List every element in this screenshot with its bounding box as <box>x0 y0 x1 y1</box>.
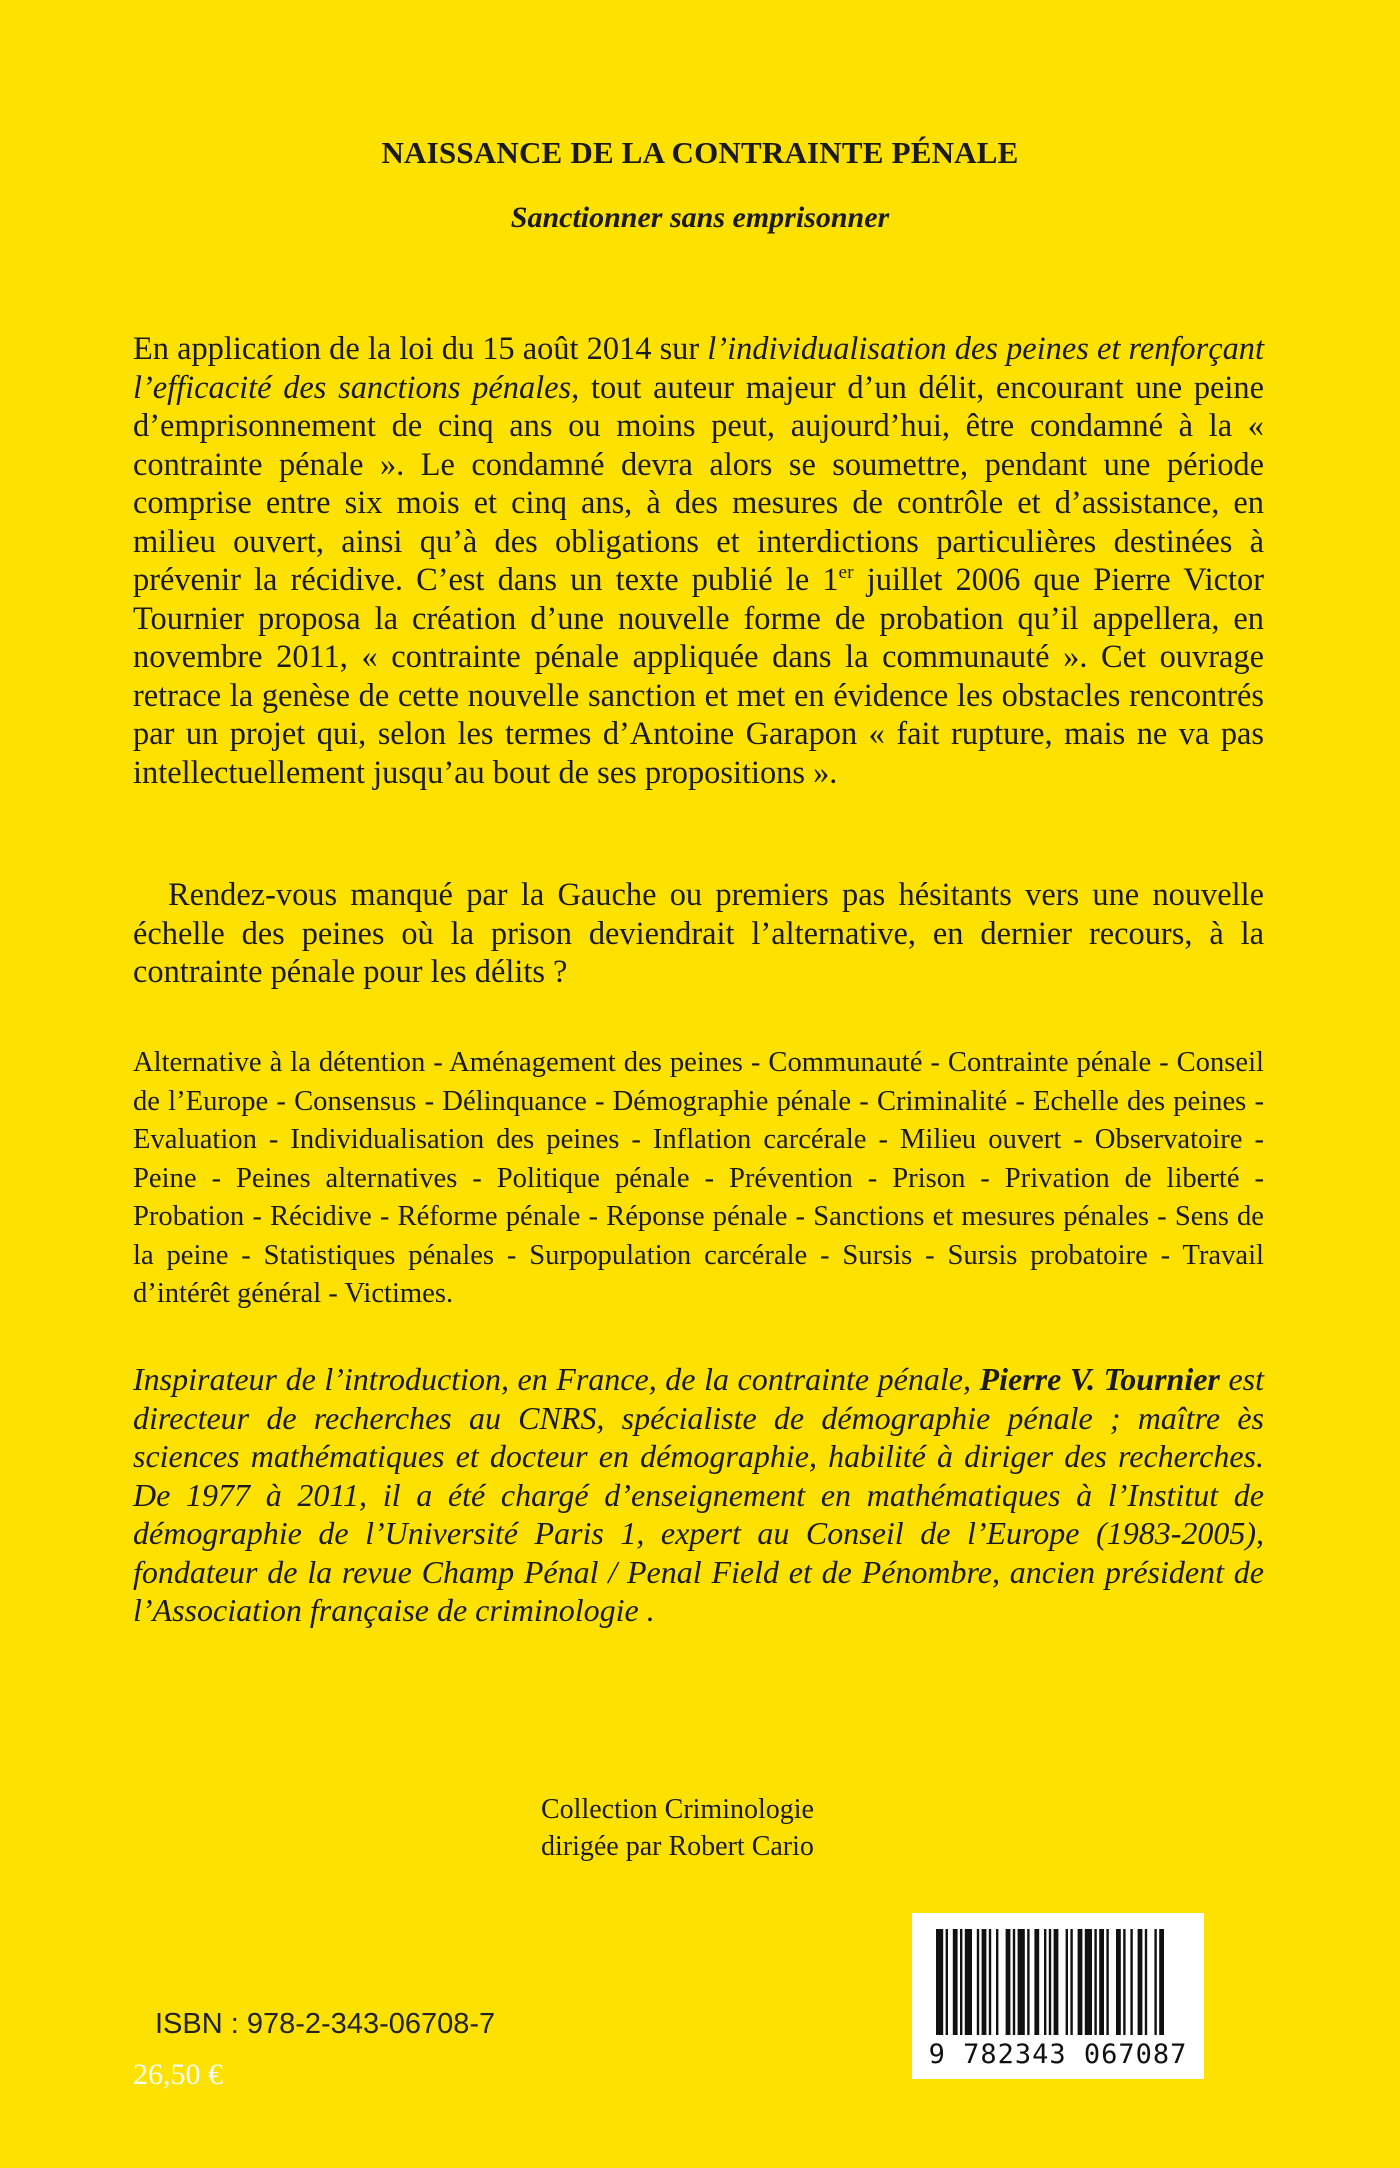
summary-body-a: , tout auteur majeur d’un délit, encourant une peine d’emprisonnement de cinq ans ou moins peut, aujourd’hui, être condamné à la « contrainte pénale ». Le condamné devra alors se soumettre, pendant une période comprise entre six mois et cinq ans, à des mesures de contrôle et d’assistance, en milieu ouvert, ainsi qu’à des obligations et interdictions particulières destinées à prévenir la récidive. C’est dans un texte publié le 1 <box>133 369 1264 598</box>
barcode-bar <box>1070 1929 1072 2035</box>
barcode-bar <box>1085 1929 1092 2035</box>
barcode-bar <box>1145 1929 1147 2035</box>
barcode-bar <box>1066 1929 1068 2035</box>
barcode-bar <box>1094 1929 1096 2035</box>
price-label: 26,50 € <box>133 2058 223 2091</box>
summary-body-b: juillet 2006 que Pierre Victor Tournier proposa la création d’une nouvelle forme de probation qu’il appellera, en novembre 2011, « contrainte pénale appliquée dans la communauté ». Cet ouvrage retrace la genèse de cette nouvelle sanction et met en évidence les obstacles rencontrés par un projet qui, selon les termes d’Antoine Garapon « fait rupture, mais ne va pas intellectuellement jusqu’au bout de ses propositions ». <box>133 562 1264 791</box>
summary-intro: En application de la loi du 15 août 2014 sur <box>133 331 708 367</box>
barcode-bar <box>1054 1929 1059 2035</box>
barcode-bar <box>977 1929 979 2035</box>
barcode-bar <box>965 1929 972 2035</box>
keywords-list: Alternative à la détention - Aménagement des peines - Communauté - Contrainte pénale - Conseil de l’Europe - Consensus - Délinquance - Démographie pénale - Criminalité - Echelle des peines - Evaluation - Individualisation des peines - Inflation carcérale - Milieu ouvert - Observatoire - Peine - Peines alternatives - Politique pénale - Prévention - Prison - Privation de liberté - Probation - Récidive - Réforme pénale - Réponse pénale - Sanctions et mesures pénales - Sens de la peine - Statistiques pénales - Surpopulation carcérale - Sursis - Sursis probatoire - Travail d’intérêt général - Victimes. <box>133 1047 1264 1309</box>
collection-name: Collection Criminologie <box>541 1794 814 1825</box>
barcode-bar <box>936 1929 943 2035</box>
collection-info <box>541 1791 814 1865</box>
barcode-bar <box>1027 1929 1029 2035</box>
barcode-bar <box>1099 1929 1104 2035</box>
bio-before: Inspirateur de l’introduction, en France, de la contrainte pénale, <box>133 1361 980 1397</box>
book-title: NAISSANCE DE LA CONTRAINTE PÉNALE <box>381 135 1019 170</box>
collection-director: dirigée par Robert Cario <box>541 1831 814 1862</box>
barcode-bar <box>953 1929 958 2035</box>
barcode-bar <box>1116 1929 1121 2035</box>
book-subtitle: Sanctionner sans emprisonner <box>510 201 890 234</box>
author-bio <box>133 1360 1264 1630</box>
barcode-bar <box>1049 1929 1051 2035</box>
author-name: Pierre V. Tournier <box>979 1361 1220 1397</box>
barcode-bar <box>1123 1929 1125 2035</box>
barcode-bar <box>1044 1929 1046 2035</box>
barcode-bar <box>1130 1929 1132 2035</box>
barcode-bar <box>989 1929 991 2035</box>
barcode-bars <box>932 1929 1184 2035</box>
summary-paragraph-1 <box>133 330 1264 792</box>
ordinal-superscript: er <box>838 562 854 584</box>
barcode-bar <box>1106 1929 1108 2035</box>
law-title: l’individualisation des peines et renforçant l’efficacité des sanctions pénales <box>133 331 1264 406</box>
barcode-bar <box>1006 1929 1011 2035</box>
barcode-digits: 9 782343 067087 <box>928 2039 1188 2070</box>
barcode-bar <box>946 1929 948 2035</box>
barcode <box>912 1913 1204 2079</box>
barcode-bar <box>1018 1929 1025 2035</box>
barcode-bar <box>1013 1929 1015 2035</box>
isbn-label: ISBN : 978-2-343-06708-7 <box>155 2008 496 2040</box>
barcode-bar <box>1154 1929 1156 2035</box>
summary-paragraph-2: Rendez-vous manqué par la Gauche ou premiers pas hésitants vers une nouvelle échelle des peines où la prison deviendrait l’alternative, en dernier recours, à la contrainte pénale pour les délits ? <box>133 877 1264 990</box>
barcode-bar <box>982 1929 987 2035</box>
barcode-bar <box>1159 1929 1164 2035</box>
barcode-bar <box>1138 1929 1143 2035</box>
barcode-bar <box>1078 1929 1083 2035</box>
bio-after: est directeur de recherches au CNRS, spécialiste de démographie pénale ; maître ès sciences mathématiques et docteur en démographie, habilité à diriger des recherches. De 1977 à 2011, il a été chargé d’enseignement en mathématiques à l’Institut de démographie de l’Université Paris 1, expert au Conseil de l’Europe (1983-2005), fondateur de la revue Champ Pénal / Penal Field et de Pénombre, ancien président de l’Association française de criminologie . <box>133 1361 1265 1628</box>
barcode-bar <box>960 1929 962 2035</box>
barcode-bar <box>1034 1929 1039 2035</box>
barcode-bar <box>996 1929 998 2035</box>
